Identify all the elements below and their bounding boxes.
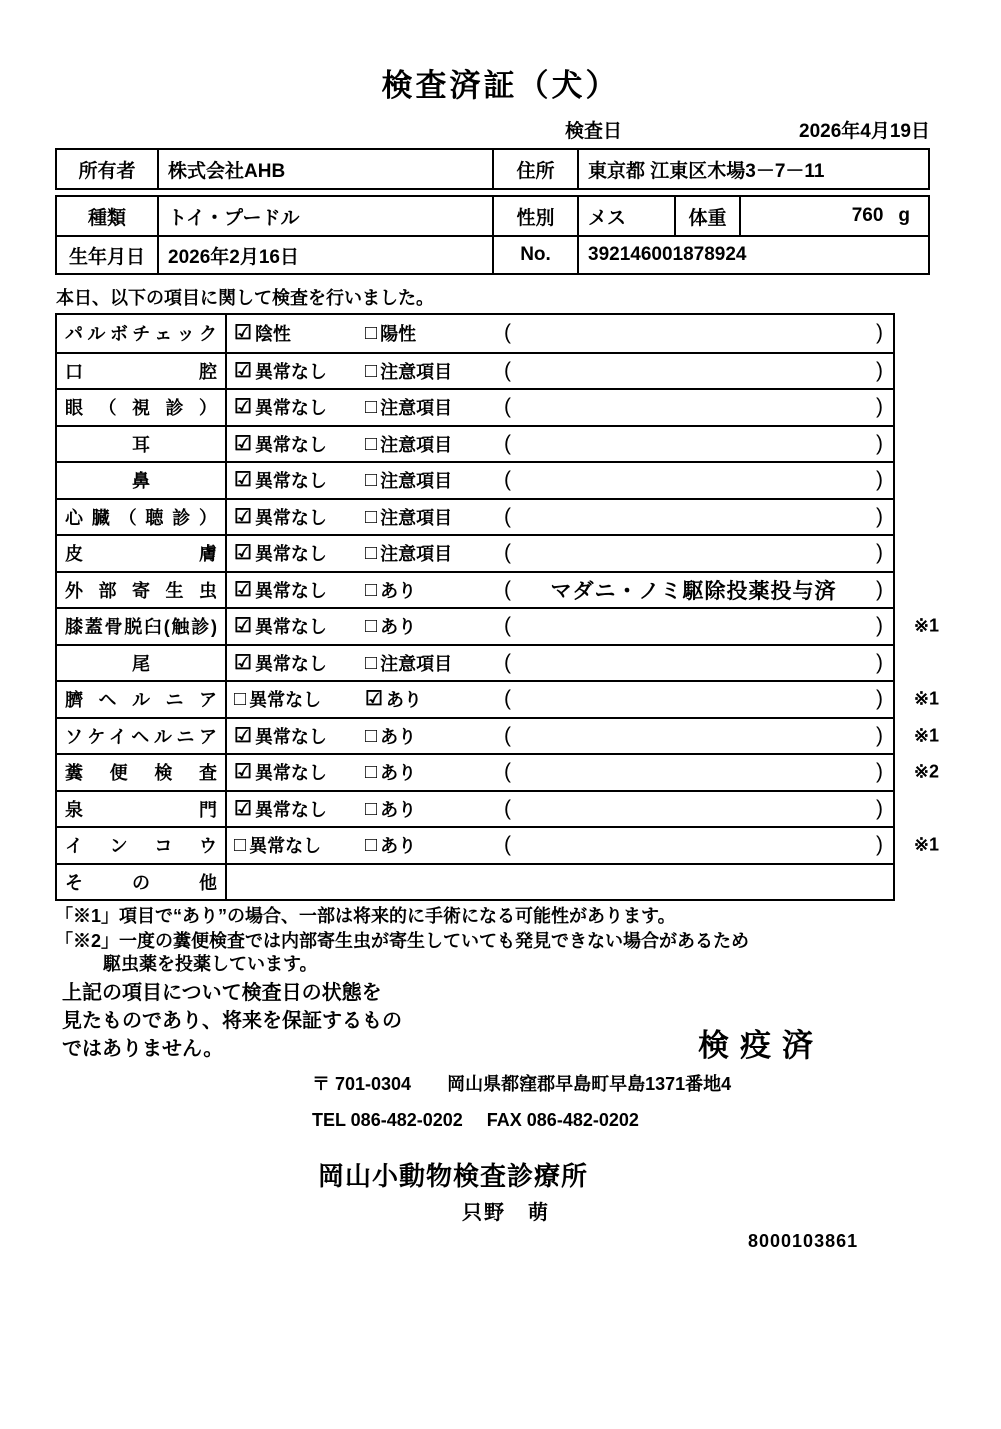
weight-unit: g [898, 205, 910, 226]
secondary-option [365, 467, 504, 493]
item-label-cell [57, 865, 227, 900]
secondary-option [365, 613, 504, 639]
checklist-row [57, 388, 893, 425]
paren-open: ( [504, 577, 511, 601]
footnote-mark: ※2 [913, 761, 939, 782]
checkbox1-icon: ☑ [234, 615, 252, 638]
paren-close: ) [876, 395, 883, 419]
item-result-cell [227, 755, 893, 790]
checkbox2-icon: □ [365, 359, 378, 382]
clinic-tel: TEL 086-482-0202 [312, 1110, 463, 1130]
item-result-cell [227, 427, 893, 462]
item-result-cell [227, 390, 893, 425]
footnote-1: 「※1」項目で“あり”の場合、一部は将来的に手術になる可能性があります。 [55, 906, 676, 926]
breed-row [57, 197, 928, 235]
item-result-cell [227, 463, 893, 498]
secondary-option-label: あり [380, 836, 417, 857]
secondary-option-label: 注意項目 [380, 653, 453, 674]
secondary-option-label: 注意項目 [380, 471, 453, 492]
item-label: 泉門 [65, 799, 217, 820]
footnote-mark: ※1 [913, 615, 939, 636]
clinic-fax: FAX 086-482-0202 [486, 1110, 639, 1130]
checklist-row [57, 717, 939, 754]
secondary-option-label: 注意項目 [380, 544, 453, 565]
primary-option [234, 394, 365, 420]
clinic-name: 岡山小動物検査診療所 [318, 1161, 589, 1191]
birth-row [57, 235, 928, 273]
primary-option-label: 異常なし [254, 434, 327, 455]
primary-option-label: 異常なし [254, 653, 327, 674]
primary-option-label: 異常なし [249, 836, 322, 857]
checkbox2-icon: □ [365, 542, 378, 565]
primary-option-label: 陰性 [254, 324, 291, 345]
primary-option [234, 723, 365, 749]
primary-option-label: 異常なし [254, 617, 327, 638]
item-label: 膝蓋骨脱臼(触診) [65, 617, 217, 638]
primary-option [234, 650, 365, 676]
clinic-phone-row [312, 1110, 639, 1131]
primary-option-label: 異常なし [254, 471, 327, 492]
paren-open: ( [504, 796, 511, 820]
clinic-address-row [312, 1070, 731, 1096]
primary-option-label: 異常なし [254, 544, 327, 565]
primary-option [234, 759, 365, 785]
paren-open: ( [504, 614, 511, 638]
paren-close: ) [876, 614, 883, 638]
item-label: 心臓（聴診） [65, 507, 217, 528]
checkbox2-icon: □ [365, 761, 378, 784]
serial-number: 8000103861 [748, 1231, 859, 1251]
checkbox2-icon: □ [365, 396, 378, 419]
checklist-row [57, 753, 939, 790]
checklist-row [57, 571, 893, 608]
birth-value: 2026年2月16日 [157, 237, 492, 273]
no-value: 392146001878924 [577, 237, 928, 273]
primary-option [234, 796, 365, 822]
footnote-mark: ※1 [913, 688, 939, 709]
paren-close: ) [876, 541, 883, 565]
sex-value: メス [577, 197, 674, 235]
checkbox1-icon: ☑ [234, 505, 252, 528]
footnote-2-continued: 駆虫薬を投薬しています。 [103, 954, 318, 974]
birth-label: 生年月日 [68, 246, 145, 268]
item-result-cell [227, 792, 893, 827]
paren-open: ( [504, 760, 511, 784]
paren-close: ) [876, 321, 883, 345]
checkbox1-icon: ☑ [234, 396, 252, 419]
checklist-row [57, 826, 939, 863]
item-result-cell [227, 719, 893, 754]
primary-option-label: 異常なし [254, 507, 327, 528]
item-label: 皮膚 [65, 544, 217, 565]
weight-value: 760 [851, 205, 884, 226]
item-label-cell [57, 500, 227, 535]
checkbox1-icon: ☑ [234, 359, 252, 382]
paren-open: ( [504, 358, 511, 382]
paren-open: ( [504, 687, 511, 711]
item-label: パルボチェック [65, 324, 217, 345]
checklist-row [57, 607, 939, 644]
disclaimer-text [62, 979, 402, 1063]
item-label-cell [57, 573, 227, 608]
sex-label: 性別 [492, 197, 577, 235]
primary-option [234, 540, 365, 566]
pet-table [55, 195, 930, 275]
item-result-cell [227, 682, 893, 717]
checklist-row [57, 352, 893, 389]
item-label-cell [57, 390, 227, 425]
disclaimer-line-3: ではありません。 [62, 1038, 224, 1060]
item-label-cell [57, 682, 227, 717]
primary-option [234, 613, 365, 639]
weight-label: 体重 [674, 197, 739, 235]
item-label-cell [57, 755, 227, 790]
checkbox2-icon: ☑ [365, 688, 383, 711]
owner-row [57, 150, 928, 188]
item-label-cell [57, 719, 227, 754]
item-label: 口腔 [65, 361, 217, 382]
checkbox2-icon: □ [365, 432, 378, 455]
paren-open: ( [504, 833, 511, 857]
secondary-option-label: あり [380, 726, 417, 747]
breed-label: 種類 [87, 207, 126, 229]
primary-option-label: 異常なし [254, 799, 327, 820]
paren-open: ( [504, 468, 511, 492]
checklist-row [57, 644, 893, 681]
item-result-cell [227, 828, 893, 863]
examiner-name: 只野 萌 [462, 1202, 550, 1224]
primary-option-label: 異常なし [254, 361, 327, 382]
item-result-cell [227, 573, 893, 608]
item-result-cell [227, 536, 893, 571]
checkbox2-icon: □ [365, 469, 378, 492]
checkbox1-icon: ☑ [234, 432, 252, 455]
checkbox2-icon: □ [365, 505, 378, 528]
item-label: 臍ヘルニア [65, 690, 217, 711]
secondary-option [365, 320, 504, 346]
item-label: インコウ [65, 836, 217, 857]
checkbox2-icon: □ [365, 834, 378, 857]
item-result-cell [227, 500, 893, 535]
item-label: ソケイヘルニア [65, 726, 217, 747]
paren-open: ( [504, 431, 511, 455]
address-label: 住所 [492, 150, 577, 188]
secondary-option-label: 注意項目 [380, 361, 453, 382]
item-label: その他 [65, 872, 217, 893]
item-label: 尾 [132, 653, 150, 674]
owner-table [55, 148, 930, 190]
paren-open: ( [504, 321, 511, 345]
disclaimer-line-2: 見たものであり、将来を保証するもの [62, 1010, 402, 1032]
checkbox1-icon: ☑ [234, 724, 252, 747]
item-label: 眼（視診） [65, 398, 217, 419]
item-label-cell [57, 427, 227, 462]
primary-option-label: 異常なし [254, 398, 327, 419]
owner-label: 所有者 [78, 160, 136, 182]
secondary-option [365, 796, 504, 822]
item-result-cell [227, 609, 893, 644]
secondary-option [365, 759, 504, 785]
checkbox2-icon: □ [365, 615, 378, 638]
paren-close: ) [876, 650, 883, 674]
paren-close: ) [876, 358, 883, 382]
checkbox1-icon: ☑ [234, 797, 252, 820]
weight-value-cell [739, 197, 928, 235]
paren-close: ) [876, 723, 883, 747]
footnote-mark: ※1 [913, 725, 939, 746]
secondary-option [365, 358, 504, 384]
primary-option [234, 832, 365, 858]
primary-option [234, 320, 365, 346]
checklist-row [57, 863, 893, 900]
secondary-option [365, 504, 504, 530]
primary-option [234, 577, 365, 603]
item-result-cell [227, 354, 893, 389]
paren-close: ) [876, 468, 883, 492]
secondary-option [365, 650, 504, 676]
disclaimer-line-1: 上記の項目について検査日の状態を [62, 982, 382, 1004]
paren-open: ( [504, 723, 511, 747]
secondary-option [365, 686, 504, 712]
paren-open: ( [504, 541, 511, 565]
footnote-mark: ※1 [913, 834, 939, 855]
primary-option-label: 異常なし [254, 726, 327, 747]
secondary-option-label: あり [380, 580, 417, 601]
paren-close: ) [876, 504, 883, 528]
checkbox2-icon: □ [365, 651, 378, 674]
secondary-option [365, 832, 504, 858]
secondary-option [365, 723, 504, 749]
clinic-address: 岡山県都窪郡早島町早島1371番地4 [447, 1074, 732, 1094]
paren-close: ) [876, 687, 883, 711]
item-label-cell [57, 315, 227, 352]
item-label-cell [57, 828, 227, 863]
item-label-cell [57, 609, 227, 644]
checkbox2-icon: □ [365, 322, 378, 345]
checkbox1-icon: ☑ [234, 469, 252, 492]
paren-close: ) [876, 760, 883, 784]
inspection-date-label: 検査日 [565, 121, 623, 142]
item-label-cell [57, 463, 227, 498]
inspection-date-row [565, 116, 930, 143]
paren-close: ) [876, 431, 883, 455]
item-label: 糞便検査 [65, 763, 217, 784]
paren-open: ( [504, 504, 511, 528]
paren-close: ) [876, 796, 883, 820]
checkbox2-icon: □ [365, 578, 378, 601]
secondary-option-label: あり [380, 763, 417, 784]
checkbox1-icon: ☑ [234, 578, 252, 601]
secondary-option-label: あり [380, 799, 417, 820]
secondary-option-label: 注意項目 [380, 398, 453, 419]
item-label-cell [57, 354, 227, 389]
checkbox1-icon: ☑ [234, 761, 252, 784]
checklist-row [57, 498, 893, 535]
checkbox2-icon: □ [365, 797, 378, 820]
primary-option [234, 467, 365, 493]
item-label-cell [57, 792, 227, 827]
inspection-date-value: 2026年4月19日 [799, 121, 930, 142]
secondary-option-label: 陽性 [380, 324, 417, 345]
item-label: 耳 [132, 434, 150, 455]
primary-option [234, 358, 365, 384]
secondary-option [365, 577, 504, 603]
secondary-option-label: 注意項目 [380, 434, 453, 455]
no-label: No. [492, 237, 577, 273]
checkbox1-icon: ☑ [234, 322, 252, 345]
breed-value: トイ・プードル [157, 197, 492, 235]
paren-close: ) [876, 577, 883, 601]
footnote-2: 「※2」一度の糞便検査では内部寄生虫が寄生していても発見できない場合があるため [55, 931, 750, 951]
primary-option [234, 431, 365, 457]
result-note: マダニ・ノミ駆除投薬投与済 [550, 579, 837, 603]
primary-option-label: 異常なし [249, 690, 322, 711]
primary-option-label: 異常なし [254, 763, 327, 784]
checklist-row [57, 680, 939, 717]
checkbox2-icon: □ [365, 724, 378, 747]
secondary-option-label: あり [385, 690, 422, 711]
paren-open: ( [504, 395, 511, 419]
item-result-cell [227, 646, 893, 681]
secondary-option [365, 540, 504, 566]
document-title: 検査済証（犬） [381, 68, 620, 103]
item-result-cell [227, 865, 893, 900]
checkbox1-icon: □ [234, 834, 247, 857]
item-label-cell [57, 646, 227, 681]
item-label: 鼻 [132, 471, 150, 492]
secondary-option-label: 注意項目 [380, 507, 453, 528]
item-result-cell [227, 315, 893, 352]
checklist-row [57, 461, 893, 498]
paren-close: ) [876, 833, 883, 857]
item-label: 外部寄生虫 [65, 580, 217, 601]
checklist-row [57, 425, 893, 462]
checkbox1-icon: ☑ [234, 542, 252, 565]
primary-option [234, 686, 365, 712]
clinic-postal-code: 〒 701-0304 [312, 1074, 412, 1094]
checklist-table [55, 313, 939, 901]
secondary-option-label: あり [380, 617, 417, 638]
owner-value: 株式会社AHB [157, 150, 492, 188]
primary-option [234, 504, 365, 530]
item-label-cell [57, 536, 227, 571]
checkbox1-icon: ☑ [234, 651, 252, 674]
secondary-option [365, 431, 504, 457]
quarantine-passed-stamp: 検疫済 [698, 1028, 824, 1063]
checkbox1-icon: □ [234, 688, 247, 711]
paren-open: ( [504, 650, 511, 674]
primary-option-label: 異常なし [254, 580, 327, 601]
checklist-row [57, 315, 893, 352]
secondary-option [365, 394, 504, 420]
checklist-row [57, 534, 893, 571]
checklist-row [57, 790, 893, 827]
intro-text: 本日、以下の項目に関して検査を行いました。 [56, 288, 434, 308]
address-value: 東京都 江東区木場3－7－11 [577, 150, 928, 188]
